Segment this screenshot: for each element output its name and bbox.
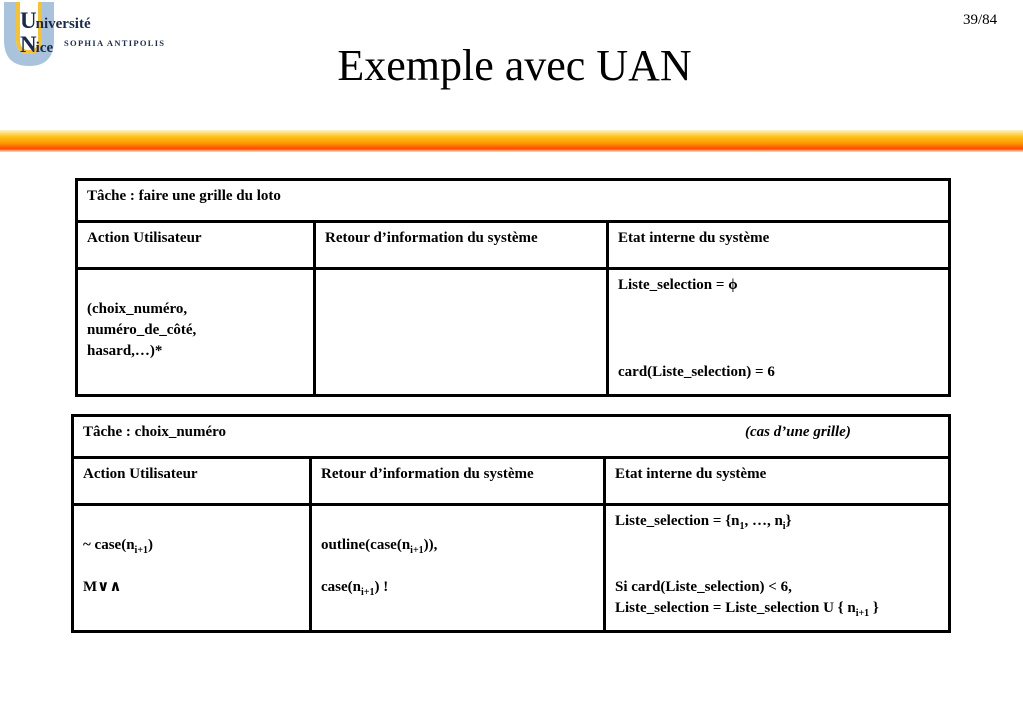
state-line: Liste_selection = {$n_1$, …, $n_i$}	[615, 513, 792, 532]
feedback-line: $case(n_{i+1})$ !	[321, 579, 389, 598]
header-feedback: Retour d’information du système	[315, 222, 608, 269]
header-action: Action Utilisateur	[77, 222, 315, 269]
action-cell	[73, 505, 311, 632]
uan-table-grille-loto	[75, 178, 951, 397]
page-number: 39/84	[963, 12, 998, 28]
table-header-row	[77, 222, 950, 269]
table-row	[73, 416, 950, 458]
header-state: Etat interne du système	[605, 458, 950, 505]
header-state: Etat interne du système	[608, 222, 950, 269]
action-line: numéro_de_côté,	[87, 322, 197, 338]
action-line: hasard,…)*	[87, 343, 163, 359]
header-gradient-bar	[0, 130, 1023, 152]
header-action: Action Utilisateur	[73, 458, 311, 505]
state-cell	[608, 269, 950, 396]
table-row	[73, 505, 950, 632]
state-cell	[605, 505, 950, 632]
state-line: Si card(Liste_selection) < 6,	[615, 579, 792, 595]
task-note: (cas d’une grille)	[745, 424, 851, 440]
logo-subtitle: SOPHIA ANTIPOLIS	[64, 38, 166, 48]
table-row	[77, 180, 950, 222]
action-line: M∨∧	[83, 579, 122, 595]
table-header-row	[73, 458, 950, 505]
state-line: Liste_selection = ϕ	[618, 277, 738, 293]
task-cell: Tâche : faire une grille du loto	[77, 180, 950, 222]
uan-table-choix-numero	[71, 414, 951, 633]
header-feedback: Retour d’information du système	[311, 458, 605, 505]
slide-title: Exemple avec UAN	[337, 41, 692, 90]
action-line: ~ $case(n_{i+1})$	[83, 537, 154, 556]
state-line: card(Liste_selection) = 6	[618, 364, 775, 380]
state-line: Liste_selection = Liste_selection U { $n_{i+1}$ }	[615, 600, 879, 619]
feedback-cell	[315, 269, 608, 396]
logo-text-line2: Nice	[20, 32, 54, 57]
task-label: Tâche : choix_numéro	[83, 424, 227, 440]
feedback-cell	[311, 505, 605, 632]
task-cell	[73, 416, 950, 458]
logo-text-line1: Université	[20, 8, 91, 33]
feedback-line: $outline(case(n_{i+1}))$,	[321, 537, 438, 556]
action-line: (choix_numéro,	[87, 301, 188, 317]
action-cell	[77, 269, 315, 396]
table-row	[77, 269, 950, 396]
